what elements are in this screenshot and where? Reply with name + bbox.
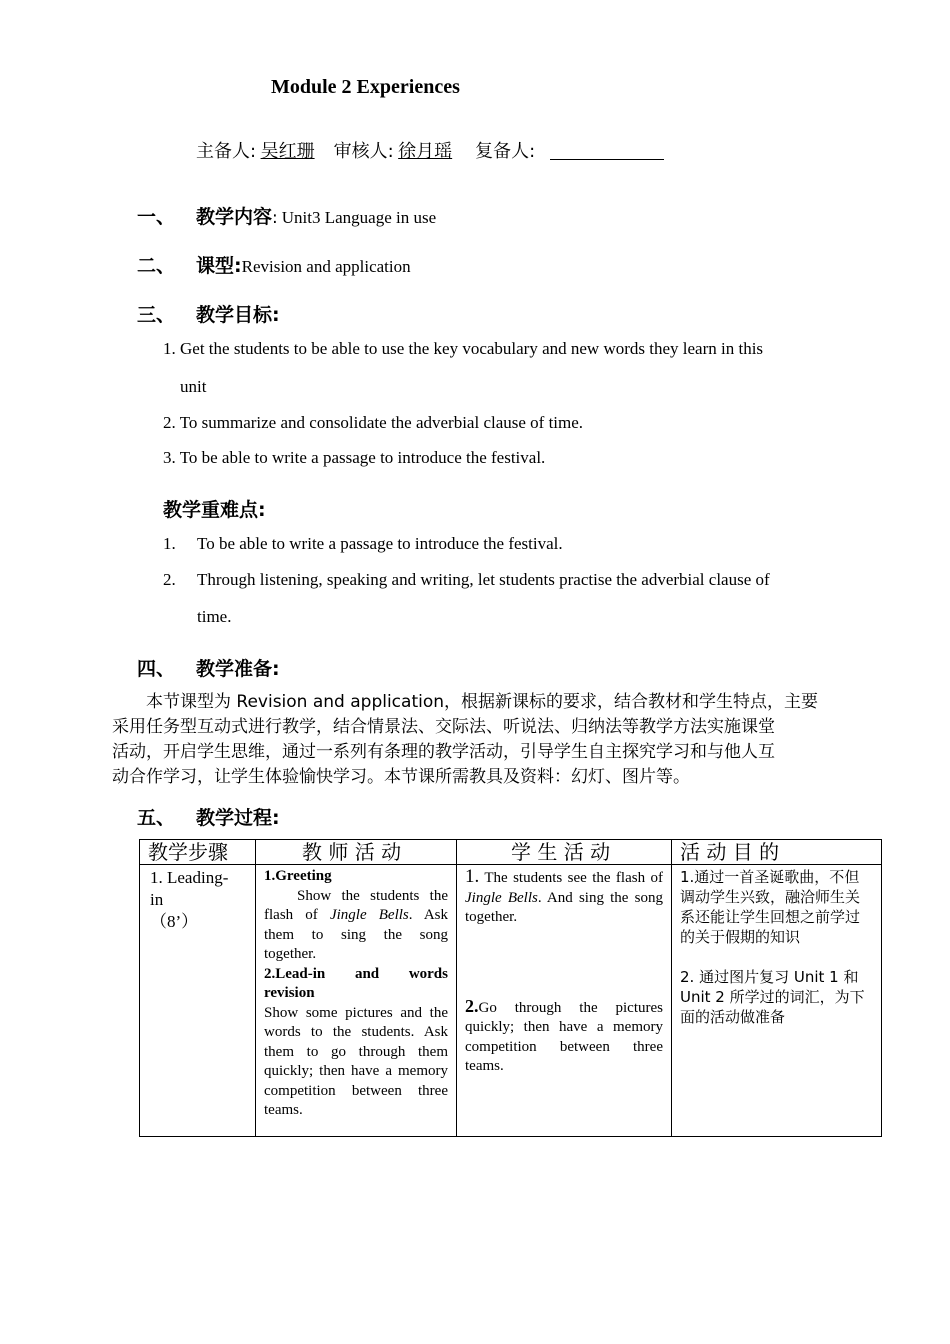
section-3-number: 三、 bbox=[137, 304, 176, 326]
teacher-text-2: Show some pictures and the words to the students. Ask them to go through them quickly; then have a memory competition between three teams. bbox=[264, 1004, 448, 1118]
secondary-label: 复备人: bbox=[475, 141, 536, 162]
section-5-number: 五、 bbox=[137, 807, 176, 829]
preparation-paragraph bbox=[112, 690, 864, 790]
section-2-number: 二、 bbox=[137, 255, 176, 277]
section-1 bbox=[196, 202, 436, 229]
section-4-title: 教学准备: bbox=[196, 658, 280, 680]
keypoints-title: 教学重难点: bbox=[163, 499, 266, 521]
teacher-heading-2: 2.Lead-in and words revision bbox=[264, 965, 448, 1001]
goal-1: 1. Get the students to be able to use the key vocabulary and new words they learn in this bbox=[163, 339, 764, 358]
prep-line-1: 本节课型为 Revision and application，根据新课标的要求，结合教材和学生特点，主要 bbox=[146, 692, 819, 712]
page-title: Module 2 Experiences bbox=[271, 76, 460, 98]
header-teacher: 教 师 活 动 bbox=[256, 840, 457, 865]
student-num-2: 2. bbox=[465, 995, 479, 1016]
table-header-row bbox=[140, 840, 882, 865]
section-2 bbox=[196, 251, 411, 278]
teacher-text-1a: Show the students the flash of bbox=[264, 887, 448, 923]
student-text-1b: . And sing the song together. bbox=[465, 889, 663, 925]
preparer-label: 主备人: bbox=[196, 141, 257, 162]
purpose-text-1: 1.通过一首圣诞歌曲，不但调动学生兴致，融洽师生关系还能让学生回想之前学过的关于假期的知识 bbox=[680, 868, 861, 946]
keypoint-2-number: 2. bbox=[163, 570, 176, 589]
step-cell bbox=[140, 865, 256, 1137]
section-1-title: 教学内容 bbox=[196, 206, 273, 228]
student-text-2 bbox=[465, 997, 663, 1077]
goal-1-cont: unit bbox=[180, 377, 207, 396]
teacher-song-title: Jingle Bells bbox=[329, 907, 409, 923]
section-2-text: Revision and application bbox=[241, 257, 411, 276]
keypoint-1: To be able to write a passage to introduce the festival. bbox=[197, 534, 563, 553]
keypoint-1-number: 1. bbox=[163, 534, 176, 553]
student-cell bbox=[457, 865, 672, 1137]
step-line-2: in bbox=[150, 890, 164, 909]
purpose-cell bbox=[672, 865, 882, 1137]
student-num-1: 1. bbox=[465, 866, 480, 887]
teacher-text-1 bbox=[264, 887, 448, 965]
purpose-text-2: 2. 通过图片复习 Unit 1 和 Unit 2 所学过的词汇，为下面的活动做准备 bbox=[680, 968, 865, 1026]
header-purpose: 活 动 目 的 bbox=[672, 840, 882, 865]
header-student: 学 生 活 动 bbox=[457, 840, 672, 865]
secondary-blank bbox=[550, 141, 664, 160]
step-line-3: （8’） bbox=[150, 912, 199, 931]
student-text-1 bbox=[465, 867, 663, 928]
preparer-name: 吴红珊 bbox=[260, 141, 315, 162]
header-step: 教学步骤 bbox=[140, 840, 256, 865]
section-1-text: Unit3 Language in use bbox=[281, 208, 437, 227]
section-2-title: 课型: bbox=[196, 255, 242, 277]
table-row bbox=[140, 865, 882, 1137]
keypoint-2: Through listening, speaking and writing, let students practise the adverbial clause of bbox=[197, 570, 770, 589]
reviewer-name: 徐月瑶 bbox=[398, 141, 453, 162]
prep-line-4: 动合作学习，让学生体验愉快学习。本节课所需教具及资料：幻灯、图片等。 bbox=[112, 767, 690, 787]
step-line-1: 1. Leading- bbox=[150, 868, 229, 887]
goal-3: 3. To be able to write a passage to introduce the festival. bbox=[163, 448, 546, 467]
prep-line-3: 活动，开启学生思维，通过一系列有条理的教学活动，引导学生自主探究学习和与他人互 bbox=[112, 742, 775, 762]
section-5-title: 教学过程: bbox=[196, 807, 280, 829]
teacher-heading-1: 1.Greeting bbox=[264, 868, 332, 884]
goal-2: 2. To summarize and consolidate the adverbial clause of time. bbox=[163, 413, 584, 432]
teacher-cell bbox=[256, 865, 457, 1137]
keypoint-2-cont: time. bbox=[197, 607, 232, 626]
section-3-title: 教学目标: bbox=[196, 304, 280, 326]
reviewer-label: 审核人: bbox=[333, 141, 394, 162]
process-table bbox=[139, 839, 882, 1137]
section-4-number: 四、 bbox=[137, 658, 176, 680]
prep-line-2: 采用任务型互动式进行教学，结合情景法、交际法、听说法、归纳法等教学方法实施课堂 bbox=[112, 717, 775, 737]
student-text-1a: The students see the flash of bbox=[479, 870, 663, 886]
staff-line bbox=[196, 137, 664, 163]
section-1-number: 一、 bbox=[137, 206, 176, 228]
teacher-text-1b: . Ask them to sing the song together. bbox=[264, 907, 448, 962]
student-song-title: Jingle Bells bbox=[465, 889, 538, 906]
student-text-2a: Go through the pictures quickly; then have a memory competition between three teams. bbox=[465, 999, 663, 1074]
section-1-colon: : bbox=[272, 208, 278, 228]
